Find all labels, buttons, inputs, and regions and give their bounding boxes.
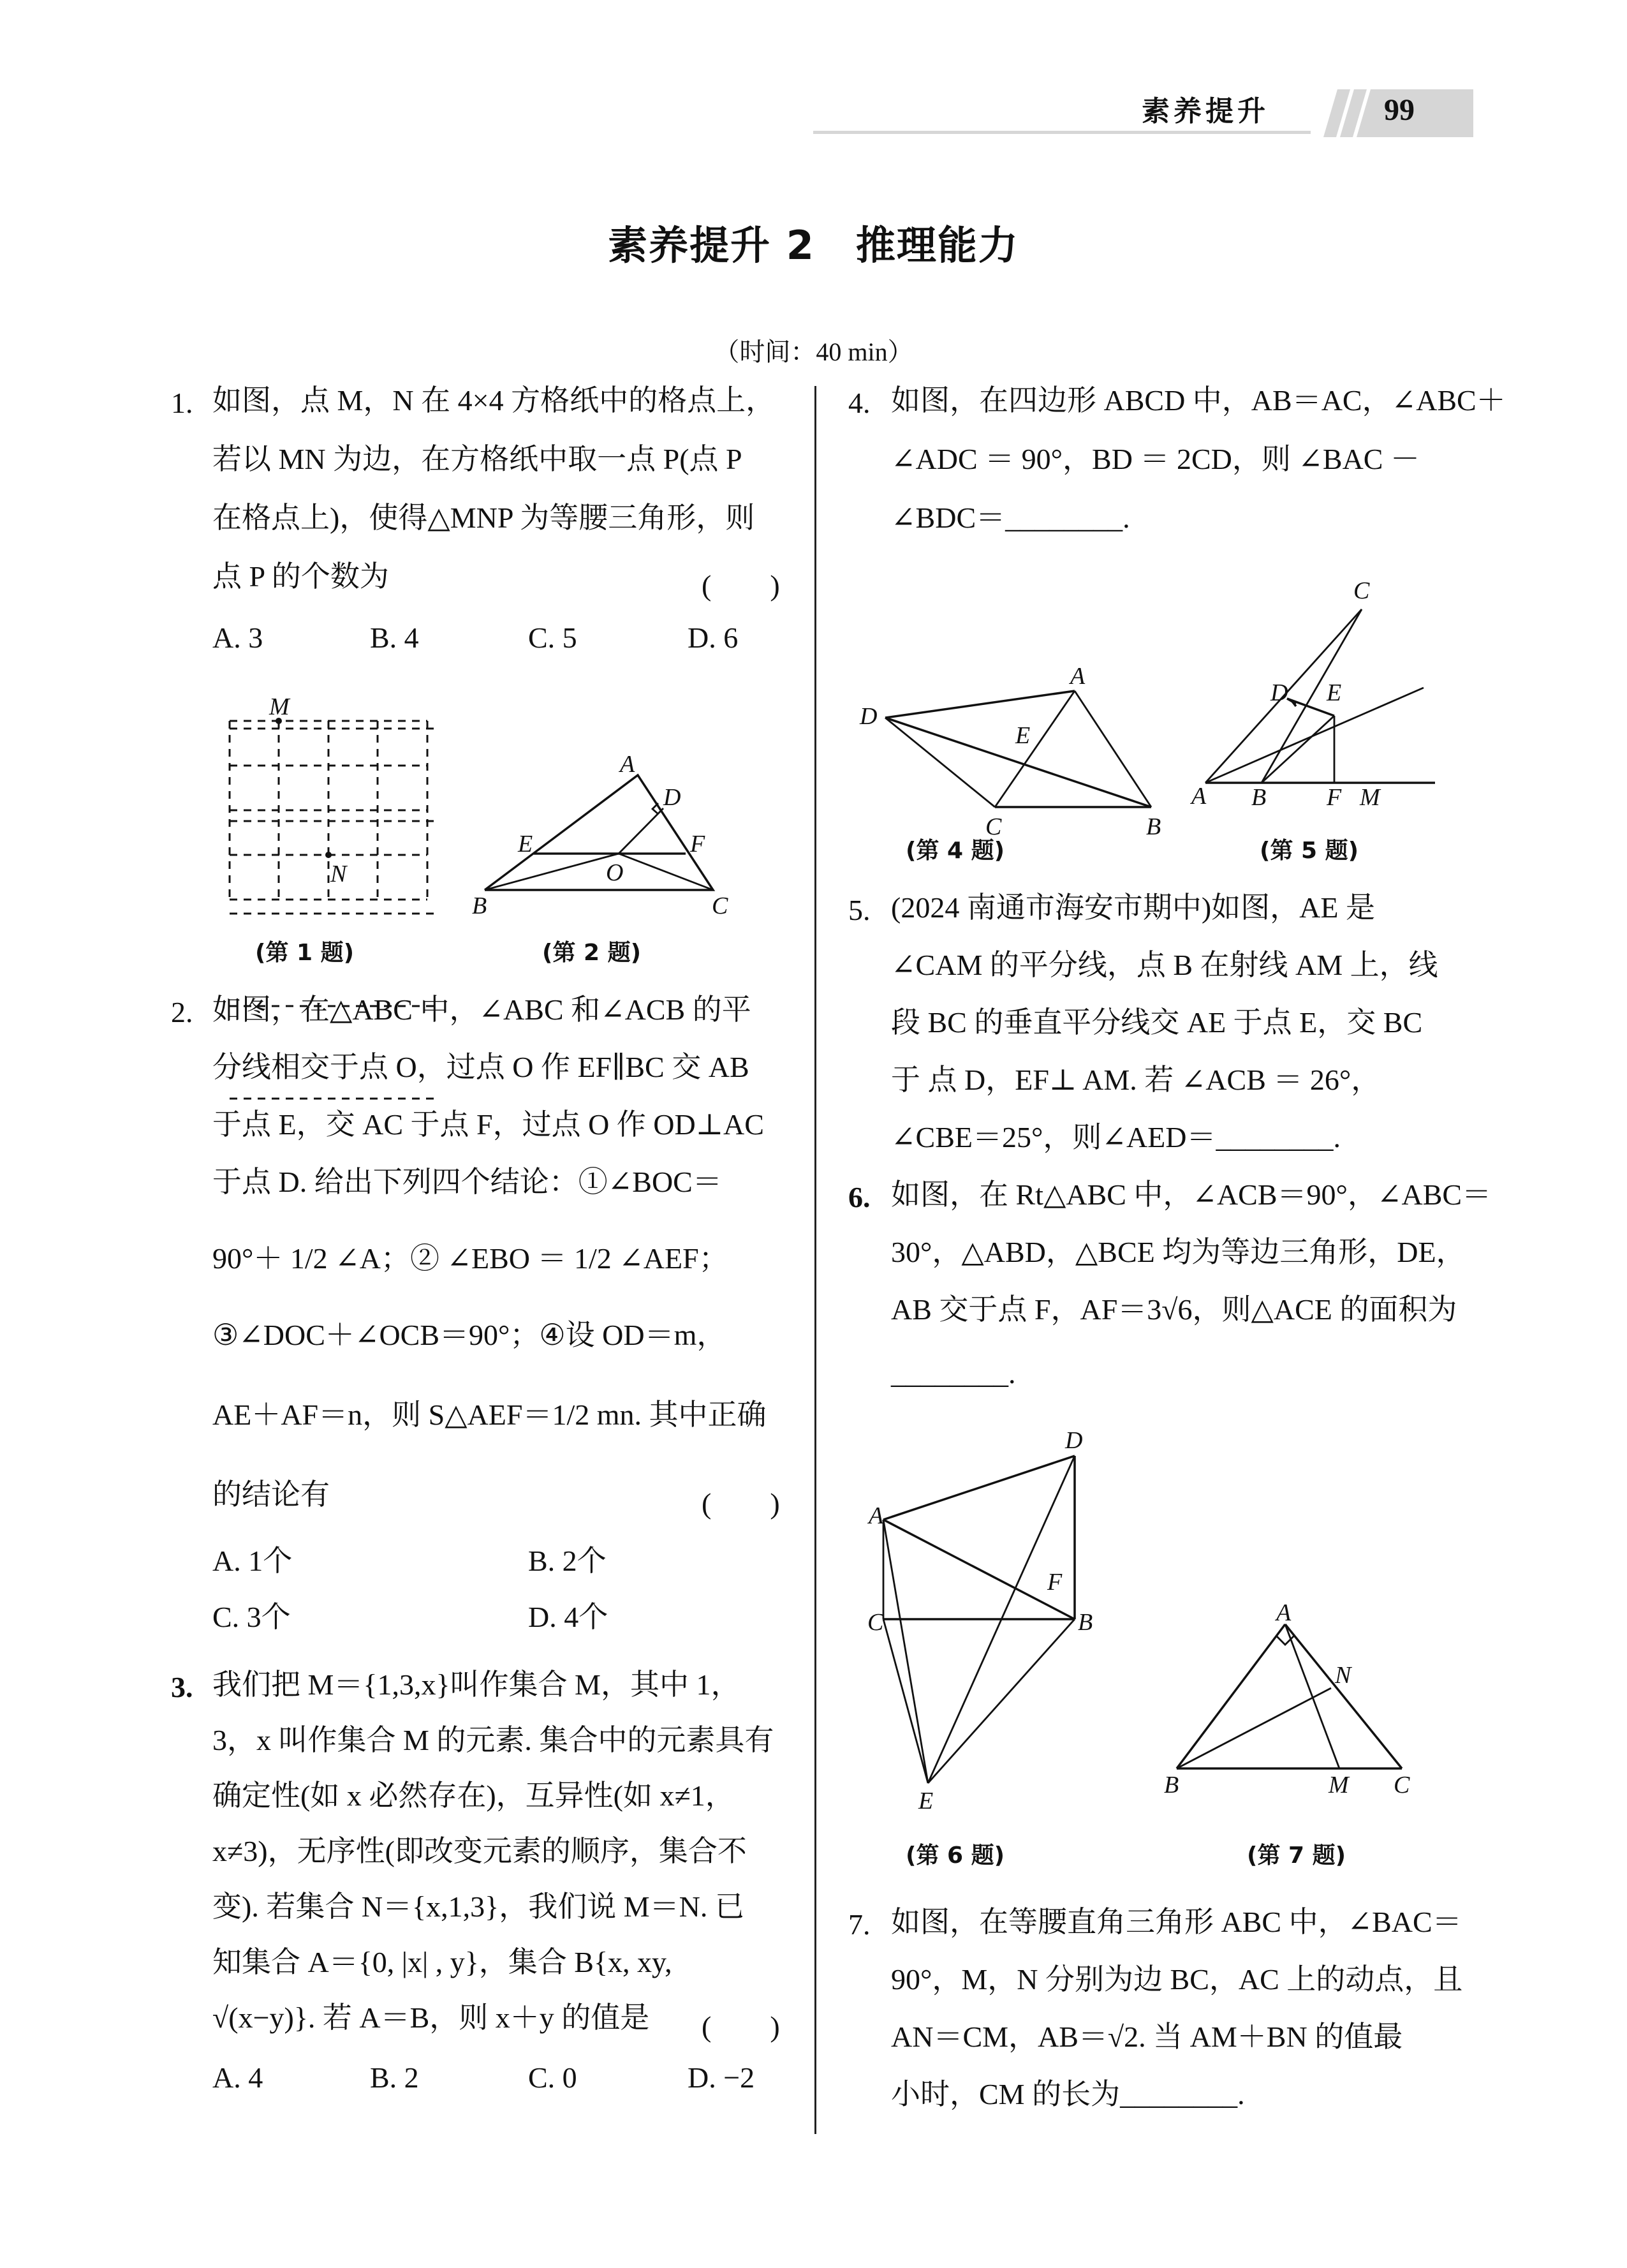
option-b[interactable]: B. 4 <box>370 621 419 654</box>
question-text-line: 于点 D. 给出下列四个结论：①∠BOC＝ <box>212 1166 722 1198</box>
question-text-line: 如图，点 M，N 在 4×4 方格纸中的格点上， <box>212 384 776 417</box>
question-text-line: 如图，在 Rt△ABC 中，∠ACB＝90°，∠ABC＝ <box>891 1178 1492 1211</box>
option-c[interactable]: C. 3个 <box>212 1601 291 1633</box>
question-text-line: 于点 E，交 AC 于点 F，过点 O 作 OD⊥AC <box>212 1108 764 1141</box>
point-label: A <box>620 751 635 778</box>
point-label: B <box>1164 1772 1179 1798</box>
point-label: D <box>1270 679 1288 706</box>
point-label: F <box>1047 1569 1063 1596</box>
figure-4-caption: (第 4 题) <box>906 838 1005 864</box>
question-text-line: 3，x 叫作集合 M 的元素. 集合中的元素具有 <box>212 1724 774 1756</box>
header-section-label: 素养提升 <box>1142 95 1269 128</box>
question-number: 5. <box>848 894 871 926</box>
point-label: E <box>1015 722 1031 749</box>
question-text-line: ③∠DOC＋∠OCB＝90°；④设 OD＝m， <box>212 1319 726 1351</box>
point-label: A <box>1191 783 1207 810</box>
question-text-line: 如图，在△ABC 中，∠ABC 和∠ACB 的平 <box>212 993 751 1026</box>
question-text-line: ∠CBE＝25°，则∠AED＝________. <box>891 1121 1341 1153</box>
point-label: E <box>518 831 533 857</box>
figure-6-diagram <box>867 1427 1110 1814</box>
point-label: F <box>1327 784 1342 811</box>
question-text-line: 小时，CM 的长为________. <box>891 2078 1245 2110</box>
point-label: B <box>1146 813 1161 840</box>
point-label: C <box>1353 577 1370 604</box>
figure-5-diagram <box>1193 568 1448 810</box>
question-text-line: 变). 若集合 N＝{x,1,3}，我们说 M＝N. 已 <box>212 1890 744 1923</box>
figure-7-caption: (第 7 题) <box>1247 1842 1346 1869</box>
point-label: C <box>712 893 728 919</box>
question-text-line: 于 点 D，EF⊥ AM. 若 ∠ACB ＝ 26°， <box>891 1064 1381 1096</box>
point-label: M <box>1329 1772 1349 1798</box>
point-label: C <box>1394 1772 1410 1798</box>
column-divider <box>814 386 816 2134</box>
point-label: O <box>606 859 624 886</box>
page-number: 99 <box>1384 93 1415 127</box>
point-label: A <box>1276 1599 1292 1626</box>
question-text-line: 点 P 的个数为 <box>212 560 389 593</box>
question-text-line: ________. <box>891 1357 1016 1390</box>
figure-5-caption: (第 5 题) <box>1260 838 1359 864</box>
question-text-line: x≠3)，无序性(即改变元素的顺序，集合不 <box>212 1835 747 1867</box>
point-label: D <box>860 703 878 730</box>
question-text-line: (2024 南通市海安市期中)如图，AE 是 <box>891 891 1375 924</box>
option-d[interactable]: D. −2 <box>688 2061 755 2094</box>
point-label: M <box>1360 784 1380 811</box>
question-text-line: 知集合 A＝{0, |x| , y}，集合 B{x, xy, <box>212 1946 672 1978</box>
figure-6-caption: (第 6 题) <box>906 1842 1005 1869</box>
point-label: E <box>918 1788 934 1814</box>
question-text-line: ∠BDC＝________. <box>891 501 1130 534</box>
label-m: M <box>269 693 290 720</box>
point-label: N <box>1335 1662 1351 1689</box>
time-limit: （时间：40 min） <box>714 337 913 366</box>
option-a[interactable]: A. 1个 <box>212 1545 293 1577</box>
point-label: E <box>1327 679 1342 706</box>
question-text-line: 如图，在等腰直角三角形 ABC 中，∠BAC＝ <box>891 1906 1462 1938</box>
option-a[interactable]: A. 4 <box>212 2061 263 2094</box>
figure-2-caption: (第 2 题) <box>542 940 642 966</box>
point-label: A <box>1070 663 1086 690</box>
question-text-line: 分线相交于点 O，过点 O 作 EF∥BC 交 AB <box>212 1051 749 1083</box>
point-label: D <box>663 784 681 811</box>
header-rule <box>813 131 1311 134</box>
question-text-line: AB 交于点 F，AF＝3√6，则△ACE 的面积为 <box>891 1293 1457 1326</box>
option-b[interactable]: B. 2 <box>370 2061 419 2094</box>
answer-bracket[interactable]: ( ) <box>702 1487 780 1520</box>
question-number: 2. <box>171 996 193 1028</box>
question-text-line: AN＝CM，AB＝√2. 当 AM＋BN 的值最 <box>891 2020 1403 2053</box>
question-text-line: 的结论有 <box>212 1478 330 1511</box>
question-number: 1. <box>171 387 193 419</box>
question-text-line: 段 BC 的垂直平分线交 AE 于点 E，交 BC <box>891 1006 1423 1039</box>
option-b[interactable]: B. 2个 <box>528 1545 607 1577</box>
question-text-line: 我们把 M＝{1,3,x}叫作集合 M，其中 1， <box>212 1668 740 1701</box>
point-label: B <box>1251 784 1267 811</box>
question-text-line: AE＋AF＝n，则 S△AEF＝1/2 mn. 其中正确 <box>212 1398 767 1431</box>
point-label: A <box>869 1502 884 1529</box>
page-title: 素养提升 2 推理能力 <box>608 222 1019 269</box>
figure-7-triangle <box>1158 1601 1419 1812</box>
option-d[interactable]: D. 6 <box>688 621 739 654</box>
figure-2-triangle <box>472 746 740 919</box>
answer-bracket[interactable]: ( ) <box>702 569 780 602</box>
option-a[interactable]: A. 3 <box>212 621 263 654</box>
question-number: 3. <box>171 1671 193 1703</box>
question-text-line: ∠ADC ＝ 90°，BD ＝ 2CD，则 ∠BAC － <box>891 443 1420 475</box>
figure-1-grid-svg <box>217 693 434 938</box>
point-label: F <box>690 831 705 857</box>
question-number: 6. <box>848 1181 871 1213</box>
option-d[interactable]: D. 4个 <box>528 1601 608 1633</box>
question-text-line: 确定性(如 x 必然存在)，互异性(如 x≠1， <box>212 1779 735 1812</box>
question-text-line: 在格点上)，使得△MNP 为等腰三角形，则 <box>212 501 755 534</box>
point-label: B <box>472 893 487 919</box>
question-text-line: 若以 MN 为边，在方格纸中取一点 P(点 P <box>212 443 742 475</box>
point-label: C <box>985 813 1002 840</box>
question-text-line: √(x−y)}. 若 A＝B，则 x＋y 的值是 <box>212 2001 650 2034</box>
question-text-line: 90°，M，N 分别为边 BC，AC 上的动点，且 <box>891 1963 1463 1996</box>
answer-bracket[interactable]: ( ) <box>702 2010 780 2043</box>
question-number: 4. <box>848 387 871 419</box>
option-c[interactable]: C. 0 <box>528 2061 577 2094</box>
point-n <box>325 852 332 858</box>
option-c[interactable]: C. 5 <box>528 621 577 654</box>
figure-4-quadrilateral <box>848 663 1180 840</box>
point-label: C <box>867 1609 884 1636</box>
point-label: D <box>1065 1427 1083 1454</box>
figure-1-caption: (第 1 题) <box>255 940 355 966</box>
point-label: B <box>1078 1609 1093 1636</box>
label-n: N <box>330 861 347 887</box>
question-number: 7. <box>848 1908 871 1941</box>
question-text-line: 90°＋ 1/2 ∠A；② ∠EBO ＝ 1/2 ∠AEF； <box>212 1242 728 1275</box>
question-text-line: 如图，在四边形 ABCD 中，AB＝AC，∠ABC＋ <box>891 384 1506 417</box>
question-text-line: ∠CAM 的平分线，点 B 在射线 AM 上，线 <box>891 949 1438 981</box>
question-text-line: 30°，△ABD，△BCE 均为等边三角形，DE， <box>891 1236 1466 1268</box>
